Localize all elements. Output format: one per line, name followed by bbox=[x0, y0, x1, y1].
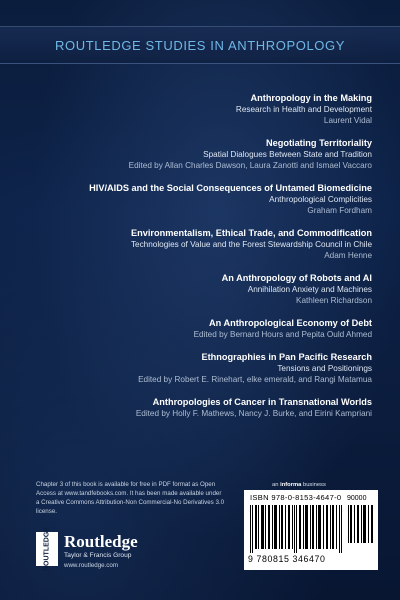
book-author: Edited by Holly F. Mathews, Nancy J. Burke, and Eirini Kampriani bbox=[135, 409, 372, 418]
book-title: Ethnographies in Pan Pacific Research bbox=[201, 352, 372, 362]
series-banner bbox=[0, 26, 400, 64]
book-author: Graham Fordham bbox=[307, 206, 372, 215]
informa-suffix: business bbox=[302, 482, 326, 488]
book-entry bbox=[32, 227, 372, 261]
price-barcode-icon bbox=[348, 505, 374, 543]
book-entry bbox=[32, 182, 372, 216]
book-title: Anthropology in the Making bbox=[250, 93, 372, 103]
book-author: Kathleen Richardson bbox=[295, 296, 372, 305]
book-subtitle: Anthropological Complicities bbox=[269, 195, 372, 204]
isbn-label: ISBN 978-0-8153-4647-0 bbox=[250, 493, 342, 502]
book-title: Negotiating Territoriality bbox=[265, 138, 372, 148]
routledge-logo-icon: ROUTLEDGE bbox=[36, 532, 58, 566]
publisher-group: Taylor & Francis Group bbox=[64, 552, 132, 559]
book-title: An Anthropological Economy of Debt bbox=[209, 318, 372, 328]
barcode-number: 9 780815 346470 bbox=[248, 554, 326, 564]
book-title: HIV/AIDS and the Social Consequences of Untamed Biomedicine bbox=[89, 183, 372, 193]
book-title: Anthropologies of Cancer in Transnational Worlds bbox=[152, 397, 372, 407]
barcode-bars-icon bbox=[250, 505, 342, 553]
book-entry bbox=[32, 92, 372, 126]
book-entry bbox=[32, 317, 372, 340]
publisher-name: Routledge bbox=[64, 532, 138, 551]
book-author: Adam Henne bbox=[324, 251, 372, 260]
book-entry bbox=[32, 272, 372, 306]
open-access-note: Chapter 3 of this book is available for free in PDF format as Open Access at www.tandfebooks.com. It has been made available under a Creative Commons Attribution-Non Commercial-No Derivatives 3.0 license. bbox=[36, 481, 225, 515]
book-entry bbox=[32, 137, 372, 171]
price-code: 90000 bbox=[347, 495, 367, 502]
publisher-website: www.routledge.com bbox=[64, 562, 118, 569]
informa-tagline bbox=[272, 482, 326, 488]
book-entry bbox=[32, 396, 372, 419]
book-author: Laurent Vidal bbox=[323, 116, 372, 125]
book-list bbox=[32, 92, 372, 430]
book-title: Environmentalism, Ethical Trade, and Commodification bbox=[131, 228, 372, 238]
informa-prefix: an bbox=[272, 482, 279, 488]
series-title: ROUTLEDGE STUDIES IN ANTHROPOLOGY bbox=[55, 37, 345, 53]
book-subtitle: Research in Health and Development bbox=[235, 105, 372, 114]
book-subtitle: Spatial Dialogues Between State and Tradition bbox=[203, 150, 372, 159]
book-author: Edited by Allan Charles Dawson, Laura Zanotti and Ismael Vaccaro bbox=[128, 161, 372, 170]
book-subtitle: Tensions and Positionings bbox=[277, 364, 372, 373]
informa-brand: informa bbox=[280, 482, 302, 488]
publisher-logo bbox=[36, 527, 216, 572]
book-entry bbox=[32, 351, 372, 385]
book-title: An Anthropology of Robots and AI bbox=[221, 273, 372, 283]
book-author: Edited by Bernard Hours and Pepita Ould Ahmed bbox=[193, 330, 372, 339]
isbn-barcode bbox=[244, 490, 378, 570]
book-subtitle: Technologies of Value and the Forest Stewardship Council in Chile bbox=[130, 240, 372, 249]
book-author: Edited by Robert E. Rinehart, elke emerald, and Rangi Matamua bbox=[138, 375, 372, 384]
book-subtitle: Annihilation Anxiety and Machines bbox=[247, 285, 372, 294]
